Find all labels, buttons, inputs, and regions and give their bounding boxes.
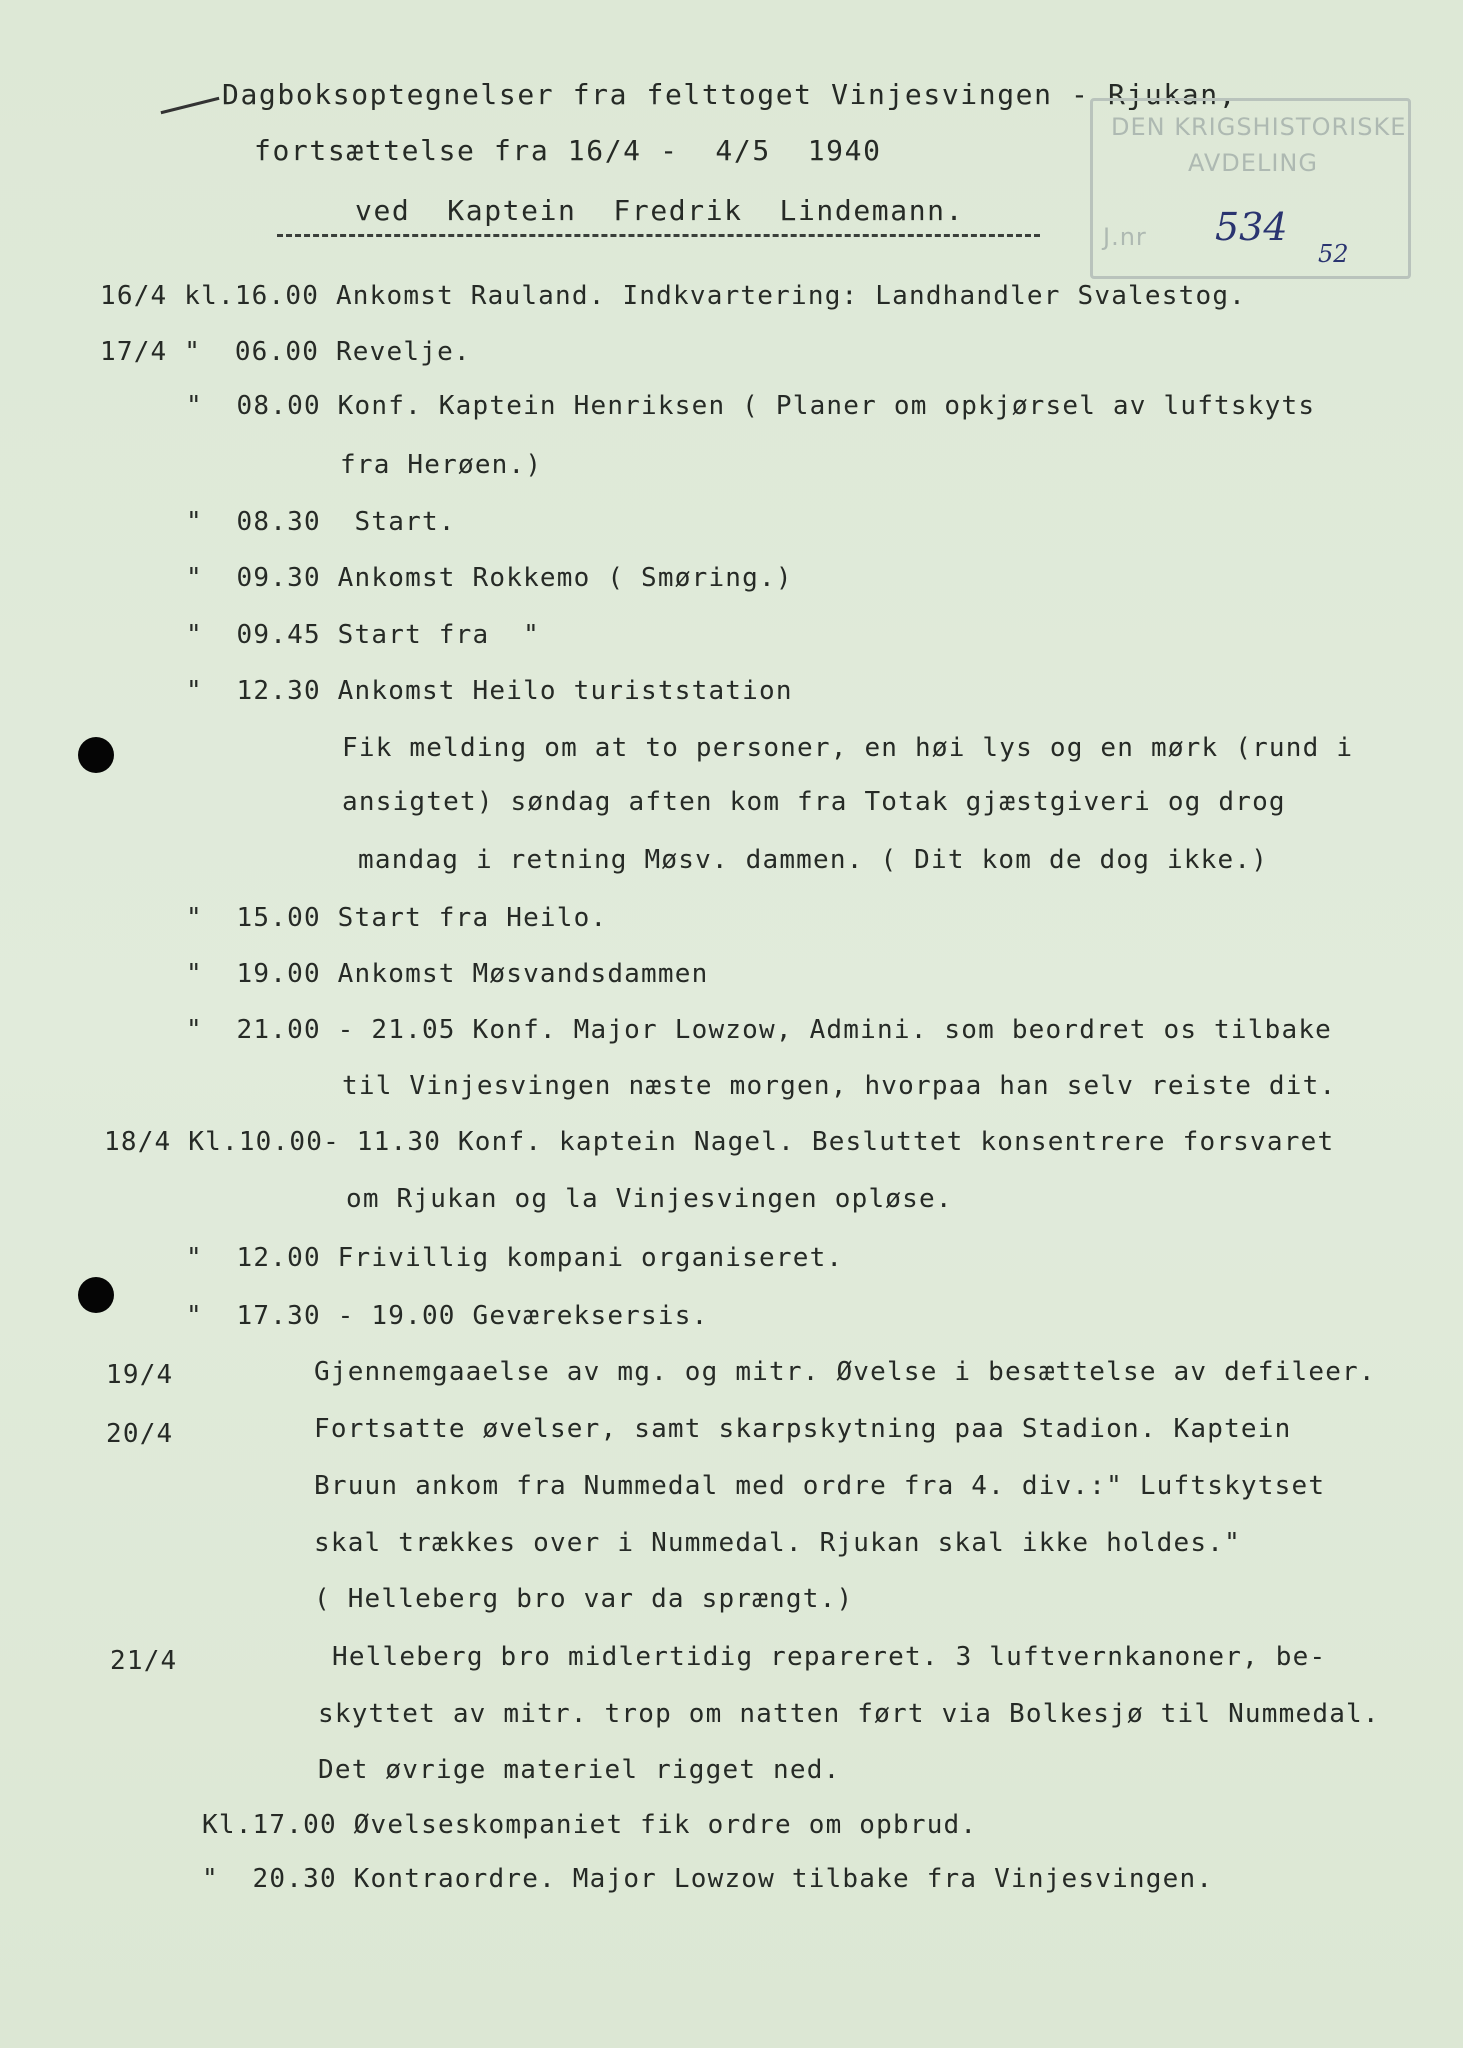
title-underline	[277, 234, 1040, 237]
entry-line: Kl.17.00 Øvelseskompaniet fik ordre om opbrud.	[202, 1810, 978, 1840]
entry-line: ansigtet) søndag aften kom fra Totak gjæstgiveri og drog	[342, 787, 1286, 817]
entry-date: 21/4	[110, 1646, 178, 1676]
entry-line: mandag i retning Møsv. dammen. ( Dit kom de dog ikke.)	[358, 845, 1269, 875]
entry-line: Fik melding om at to personer, en høi lys og en mørk (rund i	[342, 733, 1354, 763]
title-line-2: fortsættelse fra 16/4 - 4/5 1940	[254, 134, 882, 167]
entry-line: Helleberg bro midlertidig repareret. 3 luftvernkanoner, be-	[332, 1642, 1327, 1672]
handwritten-page-number: 52	[1318, 240, 1349, 268]
entry-line: til Vinjesvingen næste morgen, hvorpaa han selv reiste dit.	[342, 1071, 1337, 1101]
stamp-line-1: DEN KRIGSHISTORISKE	[1111, 113, 1407, 141]
entry-line: ( Helleberg bro var da sprængt.)	[314, 1584, 854, 1614]
title-line-3: ved Kaptein Fredrik Lindemann.	[355, 194, 965, 227]
entry-date: 20/4	[106, 1419, 174, 1449]
entry-line: skyttet av mitr. trop om natten ført via Bolkesjø til Nummedal.	[318, 1699, 1380, 1729]
entry-line: " 21.00 - 21.05 Konf. Major Lowzow, Admini. som beordret os tilbake	[186, 1015, 1333, 1045]
entry-date: 19/4	[106, 1360, 174, 1390]
entry-line: 16/4 kl.16.00 Ankomst Rauland. Indkvartering: Landhandler Svalestog.	[100, 281, 1247, 311]
entry-line: fra Herøen.)	[340, 450, 543, 480]
entry-line: " 17.30 - 19.00 Geværeksersis.	[186, 1301, 709, 1331]
entry-line: " 09.30 Ankomst Rokkemo ( Smøring.)	[186, 563, 793, 593]
entry-line: " 20.30 Kontraordre. Major Lowzow tilbake fra Vinjesvingen.	[202, 1864, 1214, 1894]
entry-line: Det øvrige materiel rigget ned.	[318, 1755, 841, 1785]
pen-mark	[161, 97, 220, 114]
entry-line: om Rjukan og la Vinjesvingen opløse.	[346, 1184, 953, 1214]
entry-line: 18/4 Kl.10.00- 11.30 Konf. kaptein Nagel. Besluttet konsentrere forsvaret	[104, 1127, 1335, 1157]
handwritten-number: 534	[1215, 205, 1288, 249]
entry-line: " 15.00 Start fra Heilo.	[186, 903, 608, 933]
entry-line: " 08.30 Start.	[186, 507, 456, 537]
punch-hole	[78, 1277, 114, 1313]
entry-line: " 12.30 Ankomst Heilo turiststation	[186, 676, 793, 706]
entry-line: " 09.45 Start fra "	[186, 620, 540, 650]
entry-line: Fortsatte øvelser, samt skarpskytning paa Stadion. Kaptein	[314, 1414, 1292, 1444]
entry-line: Gjennemgaaelse av mg. og mitr. Øvelse i besættelse av defileer.	[314, 1357, 1376, 1387]
entry-line: 17/4 " 06.00 Revelje.	[100, 337, 471, 367]
entry-line: skal trækkes over i Nummedal. Rjukan skal ikke holdes."	[314, 1528, 1241, 1558]
stamp-line-2: AVDELING	[1188, 149, 1318, 177]
entry-line: " 19.00 Ankomst Møsvandsdammen	[186, 959, 709, 989]
punch-hole	[78, 737, 114, 773]
archive-stamp	[1090, 98, 1411, 279]
entry-line: " 12.00 Frivillig kompani organiseret.	[186, 1243, 844, 1273]
stamp-line-3: J.nr	[1103, 223, 1147, 251]
entry-line: Bruun ankom fra Nummedal med ordre fra 4. div.:" Luftskytset	[314, 1471, 1326, 1501]
entry-line: " 08.00 Konf. Kaptein Henriksen ( Planer om opkjørsel av luftskyts	[186, 391, 1316, 421]
title-line-1: Dagboksoptegnelser fra felttoget Vinjesvingen - Rjukan,	[222, 78, 1238, 111]
